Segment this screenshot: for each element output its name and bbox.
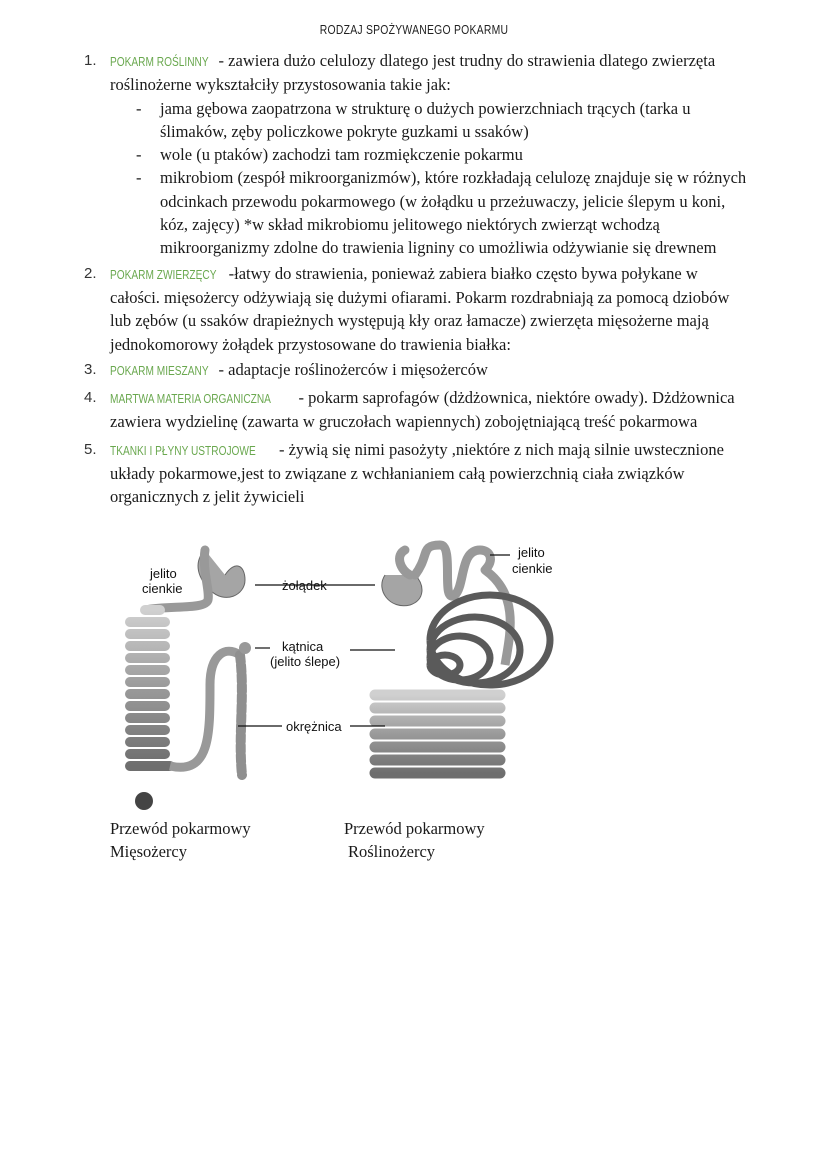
- item-text: - pokarm saprofagów (dżdżownica, niektóre owady). Dżdżownica zawiera wydzielinę (zawarta w gruczołach wapiennych) zobojętniającą treść pokarmowa: [110, 388, 735, 432]
- label-small-intestine-left-2: cienkie: [142, 581, 183, 596]
- caption-carnivore: [110, 817, 251, 863]
- list-item-mixed-food: [84, 358, 749, 382]
- item-number: 5.: [84, 440, 97, 458]
- caption-line: Mięsożercy: [110, 842, 187, 861]
- label-small-intestine-right: jelito: [518, 545, 545, 560]
- caption-line: Przewód pokarmowy: [110, 819, 251, 838]
- item-text: - zawiera dużo celulozy dlatego jest trudny do strawienia dlatego zwierzęta roślinożerne wykształciły przystosowania takie jak:: [110, 51, 716, 95]
- adaptation-list: [110, 97, 749, 260]
- label-stomach: żołądek: [282, 578, 327, 593]
- list-item-animal-food: [84, 262, 749, 356]
- bullet-item: - jama gębowa zaopatrzona w strukturę o dużych powierzchniach trących (tarka u ślimaków, zęby policzkowe pokryte guzkami u ssaków): [160, 97, 749, 144]
- label-small-intestine-right-2: cienkie: [512, 561, 553, 576]
- label-colon: okrężnica: [286, 719, 342, 734]
- item-text: - żywią się nimi pasożyty ,niektóre z nich mają silnie uwstecznione układy pokarmowe,jest to związane z wchłanianiem całą powierzchnią ciała związków organicznych z jelit żywicieli: [110, 439, 724, 507]
- item-number: 3.: [84, 360, 97, 378]
- bullet-item: - mikrobiom (zespół mikroorganizmów), które rozkładają celulozę znajduje się w różnych odcinkach przewodu pokarmowego (w żołądku u przeżuwaczy, jelicie ślepym u koni, kóz, zajęcy) *w skład mikrobiomu jelitowego niektórych zwierząt wchodzą mikroorganizmy zdolne do trawienia ligniny co umożliwia odżywianie się drewnem: [160, 166, 749, 259]
- item-heading: POKARM ZWIERZĘCY: [110, 266, 217, 282]
- bullet-item: - wole (u ptaków) zachodzi tam rozmiękczenie pokarmu: [160, 143, 749, 166]
- caption-herbivore: [344, 817, 485, 863]
- digestive-tract-diagram: [110, 535, 580, 810]
- label-small-intestine-left: jelito: [150, 566, 177, 581]
- food-type-list: [84, 49, 749, 509]
- list-item-plant-food: [84, 49, 749, 260]
- item-number: 4.: [84, 389, 97, 407]
- item-heading: TKANKI I PŁYNY USTROJOWE: [110, 442, 256, 458]
- item-heading: MARTWA MATERIA ORGANICZNA: [110, 391, 271, 407]
- item-number: 2.: [84, 264, 97, 282]
- item-heading: POKARM MIESZANY: [110, 362, 209, 378]
- caption-line: Roślinożercy: [348, 842, 436, 861]
- label-caecum: kątnica: [282, 639, 324, 654]
- herbivore-tract-drawing: [375, 545, 553, 773]
- list-item-tissues-fluids: [84, 438, 749, 509]
- caption-line: Przewód pokarmowy: [344, 819, 485, 838]
- list-item-dead-matter: [84, 386, 749, 434]
- label-caecum-2: (jelito ślepe): [270, 654, 341, 669]
- item-text: -łatwy do strawienia, ponieważ zabiera białko często bywa połykane w całości. mięsożercy odżywiają się dużymi ofiarami. Pokarm rozdrabniają za pomocą dziobów lub zębów (u ssaków drapieżnych występują kły oraz łamacze) zwierzęta mięsożerne mają jednokomorowy żołądek przystosowane do trawienia białka:: [110, 263, 730, 354]
- item-text: - adaptacje roślinożerców i mięsożerców: [214, 359, 488, 379]
- item-heading: POKARM ROŚLINNY: [110, 54, 209, 69]
- page-title: RODZAJ SPOŻYWANEGO POKARMU: [319, 22, 509, 37]
- item-number: 1.: [84, 52, 97, 69]
